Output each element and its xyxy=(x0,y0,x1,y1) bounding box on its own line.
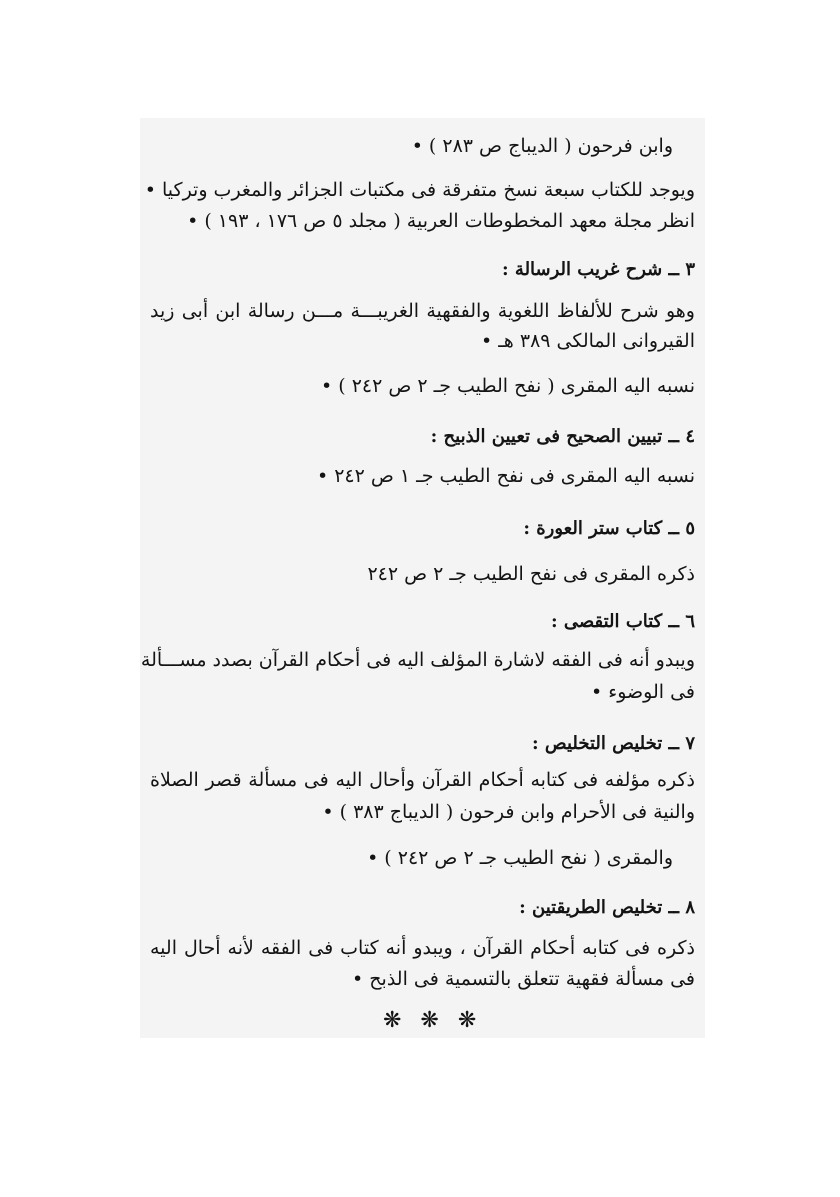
section-heading: ٧ ــ تخليص التخليص : xyxy=(532,733,695,754)
section-separator: ❋ ❋ ❋ xyxy=(383,1008,483,1033)
text-line: ويبدو أنه فى الفقه لاشارة المؤلف اليه فى أحكام القرآن بصدد مســـألة xyxy=(140,649,695,671)
section-heading: ٥ ــ كتاب ستر العورة : xyxy=(523,518,695,539)
text-line: والمقرى ( نفح الطيب جـ ٢ ص ٢٤٢ ) • xyxy=(367,847,673,869)
text-line: نسبه اليه المقرى ( نفح الطيب جـ ٢ ص ٢٤٢ ) • xyxy=(321,375,695,397)
text-line: ذكره فى كتابه أحكام القرآن ، ويبدو أنه كتاب فى الفقه لأنه أحال اليه xyxy=(150,937,695,959)
section-heading: ٣ ــ شرح غريب الرسالة : xyxy=(502,259,695,280)
text-line: فى الوضوء • xyxy=(591,681,695,703)
text-line: القيروانى المالكى ٣٨٩ هـ • xyxy=(480,330,695,352)
section-heading: ٤ ــ تبيين الصحيح فى تعيين الذبيح : xyxy=(430,426,695,447)
text-line: فى مسألة فقهية تتعلق بالتسمية فى الذبح • xyxy=(352,968,695,990)
text-line: نسبه اليه المقرى فى نفح الطيب جـ ١ ص ٢٤٢ • xyxy=(316,465,695,487)
text-line: انظر مجلة معهد المخطوطات العربية ( مجلد ٥ ص ١٧٦ ، ١٩٣ ) • xyxy=(187,210,695,232)
section-heading: ٦ ــ كتاب التقصى : xyxy=(551,611,695,632)
text-line: ذكره مؤلفه فى كتابه أحكام القرآن وأحال اليه فى مسألة قصر الصلاة xyxy=(150,769,695,791)
text-line: وهو شرح للألفاظ اللغوية والفقهية الغريبـــة مـــن رسالة ابن أبى زيد xyxy=(150,300,695,322)
text-line: ذكره المقرى فى نفح الطيب جـ ٢ ص ٢٤٢ xyxy=(367,563,695,585)
text-line: والنية فى الأحرام وابن فرحون ( الديباج ٣٨٣ ) • xyxy=(322,801,695,823)
text-line: وابن فرحون ( الديباج ص ٢٨٣ ) • xyxy=(411,135,673,157)
section-heading: ٨ ــ تخليص الطريقتين : xyxy=(519,897,695,918)
text-line: ويوجد للكتاب سبعة نسخ متفرقة فى مكتبات الجزائر والمغرب وتركيا • xyxy=(144,179,695,201)
